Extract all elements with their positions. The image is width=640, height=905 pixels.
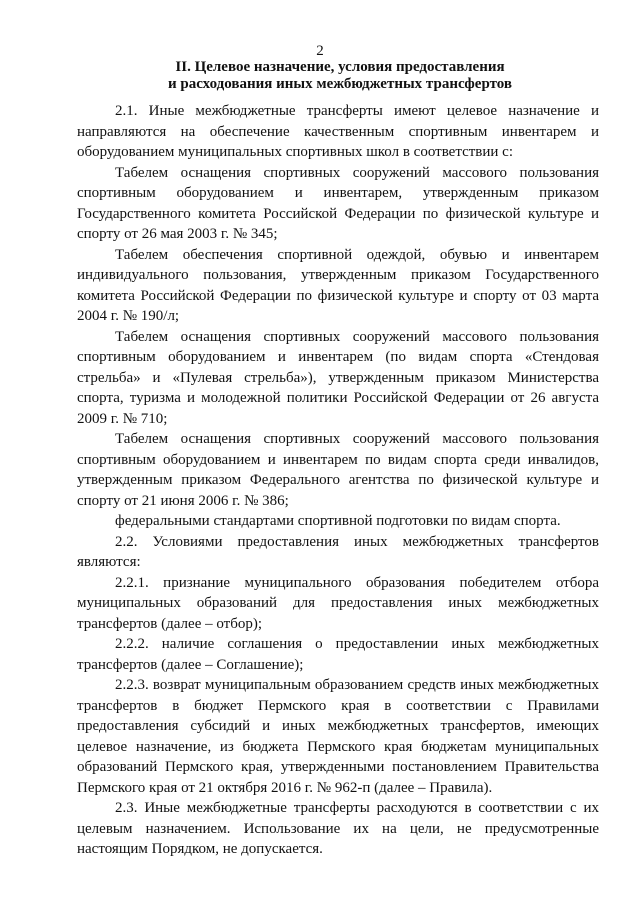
paragraph-table-2009: Табелем оснащения спортивных сооружений массового пользования спортивным оборудованием и инвентарем (по видам спорта «Стендовая стрельба» и «Пулевая стрельба»), утвержденным приказом Министерства спорта, туризма и молодежной политики Российской Федерации от 26 августа 2009 г. № 710;	[77, 328, 599, 427]
paragraph-2-2: 2.2. Условиями предоставления иных межбюджетных трансфертов являются:	[77, 533, 599, 570]
paragraph-table-2004: Табелем обеспечения спортивной одеждой, обувью и инвентарем индивидуального пользования, утвержденным приказом Государственного комитета Российской Федерации по физической культуре и спорту от 03 марта 2004 г. № 190/л;	[77, 246, 599, 324]
section-heading	[60, 59, 620, 93]
paragraph-2-2-2: 2.2.2. наличие соглашения о предоставлении иных межбюджетных трансфертов (далее – Соглашение);	[77, 636, 599, 673]
paragraph-2-2-1: 2.2.1. признание муниципального образования победителем отбора муниципальных образований для предоставления иных межбюджетных трансфертов (далее – отбор);	[77, 574, 599, 632]
paragraph-federal-standards: федеральными стандартами спортивной подготовки по видам спорта.	[115, 513, 561, 529]
paragraph-2-2-3: 2.2.3. возврат муниципальным образованием средств иных межбюджетных трансфертов в бюджет Пермского края в соответствии с Правилами предоставления субсидий и иных межбюджетных трансфертов, имеющих целевое назначение, из бюджета Пермского края бюджетам муниципальных образований Пермского края, утвержденными постановлением Правительства Пермского края от 21 октября 2016 г. № 962-п (далее – Правила).	[77, 677, 599, 796]
section-heading-line-1: II. Целевое назначение, условия предоставления	[175, 59, 505, 75]
section-heading-line-2: и расходования иных межбюджетных трансфертов	[167, 76, 513, 92]
paragraph-table-2006: Табелем оснащения спортивных сооружений массового пользования спортивным оборудованием и инвентарем по видам спорта среди инвалидов, утвержденным приказом Федерального агентства по физической культуре и спорту от 21 июня 2006 г. № 386;	[77, 431, 599, 509]
paragraph-table-2003: Табелем оснащения спортивных сооружений массового пользования спортивным оборудованием и инвентарем, утвержденным приказом Государственного комитета Российской Федерации по физической культуре и спорту от 26 мая 2003 г. № 345;	[77, 164, 599, 242]
document-body	[77, 101, 599, 860]
paragraph-2-1: 2.1. Иные межбюджетные трансферты имеют целевое назначение и направляются на обеспечение качественным спортивным инвентарем и оборудованием муниципальных спортивных школ в соответствии с:	[77, 103, 599, 160]
page-number: 2	[316, 43, 324, 59]
paragraph-2-3: 2.3. Иные межбюджетные трансферты расходуются в соответствии с их целевым назначением. Использование их на цели, не предусмотренные настоящим Порядком, не допускается.	[77, 800, 599, 857]
